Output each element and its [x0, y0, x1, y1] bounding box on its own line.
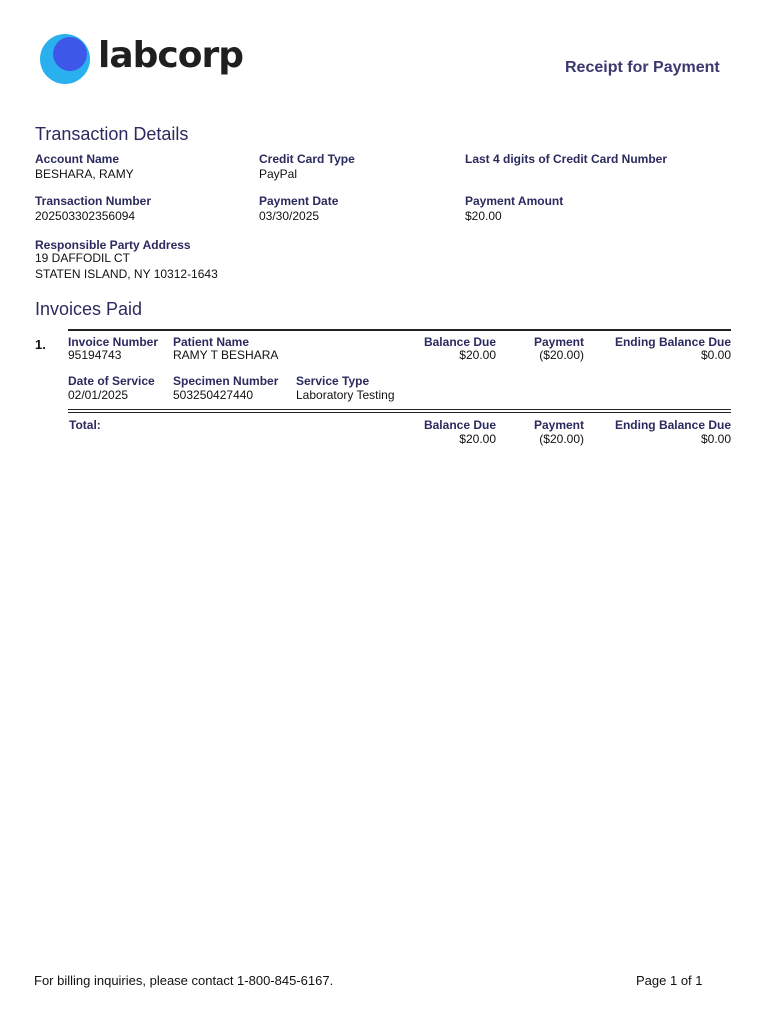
payment-amount-value: $20.00 — [465, 209, 502, 223]
total-ending-balance-value: $0.00 — [700, 432, 731, 446]
total-balance-due-label: Balance Due — [423, 418, 496, 432]
ending-balance-label: Ending Balance Due — [614, 335, 731, 349]
balance-due-label: Balance Due — [423, 335, 496, 349]
brand-wordmark: labcorp — [98, 35, 243, 76]
invoice-number-label: Invoice Number — [68, 335, 159, 349]
invoice-index: 1. — [35, 337, 46, 352]
total-balance-due-value: $20.00 — [459, 432, 496, 446]
address-line-2: STATEN ISLAND, NY 10312-1643 — [35, 267, 218, 281]
receipt-title: Receipt for Payment — [565, 59, 720, 76]
payment-date-label: Payment Date — [259, 194, 339, 208]
total-ending-balance-label: Ending Balance Due — [614, 418, 731, 432]
payment-amount-label: Payment Amount — [465, 194, 564, 208]
card-type-value: PayPal — [259, 167, 298, 181]
payment-date-value: 03/30/2025 — [259, 209, 320, 223]
account-name-label: Account Name — [35, 152, 120, 166]
invoice-number-value: 95194743 — [68, 348, 122, 362]
payment-label: Payment — [533, 335, 584, 349]
labcorp-logo — [38, 33, 243, 87]
patient-name-label: Patient Name — [173, 335, 250, 349]
total-divider-bottom — [68, 412, 731, 413]
service-type-value: Laboratory Testing — [296, 388, 395, 402]
date-of-service-label: Date of Service — [68, 374, 155, 388]
invoice-top-divider — [68, 329, 731, 331]
account-name-value: BESHARA, RAMY — [35, 167, 134, 181]
service-type-label: Service Type — [296, 374, 370, 388]
billing-contact-footer: For billing inquiries, please contact 1-800-845-6167. — [34, 973, 334, 988]
transaction-number-label: Transaction Number — [35, 194, 152, 208]
specimen-number-value: 503250427440 — [173, 388, 254, 402]
logo-mark-icon — [38, 33, 92, 87]
balance-due-value: $20.00 — [459, 348, 496, 362]
address-line-1: 19 DAFFODIL CT — [35, 251, 130, 265]
payment-value: ($20.00) — [539, 348, 584, 362]
address-label: Responsible Party Address — [35, 238, 191, 252]
total-divider-top — [68, 409, 731, 410]
total-payment-value: ($20.00) — [539, 432, 584, 446]
card-type-label: Credit Card Type — [259, 152, 355, 166]
transaction-details-heading: Transaction Details — [35, 124, 189, 144]
ending-balance-value: $0.00 — [700, 348, 731, 362]
page-number: Page 1 of 1 — [636, 973, 703, 988]
patient-name-value: RAMY T BESHARA — [173, 348, 279, 362]
specimen-number-label: Specimen Number — [173, 374, 279, 388]
transaction-number-value: 202503302356094 — [35, 209, 136, 223]
date-of-service-value: 02/01/2025 — [68, 388, 129, 402]
invoices-paid-heading: Invoices Paid — [35, 299, 143, 319]
total-payment-label: Payment — [533, 418, 584, 432]
total-label: Total: — [69, 418, 101, 432]
last4-label: Last 4 digits of Credit Card Number — [465, 152, 668, 166]
